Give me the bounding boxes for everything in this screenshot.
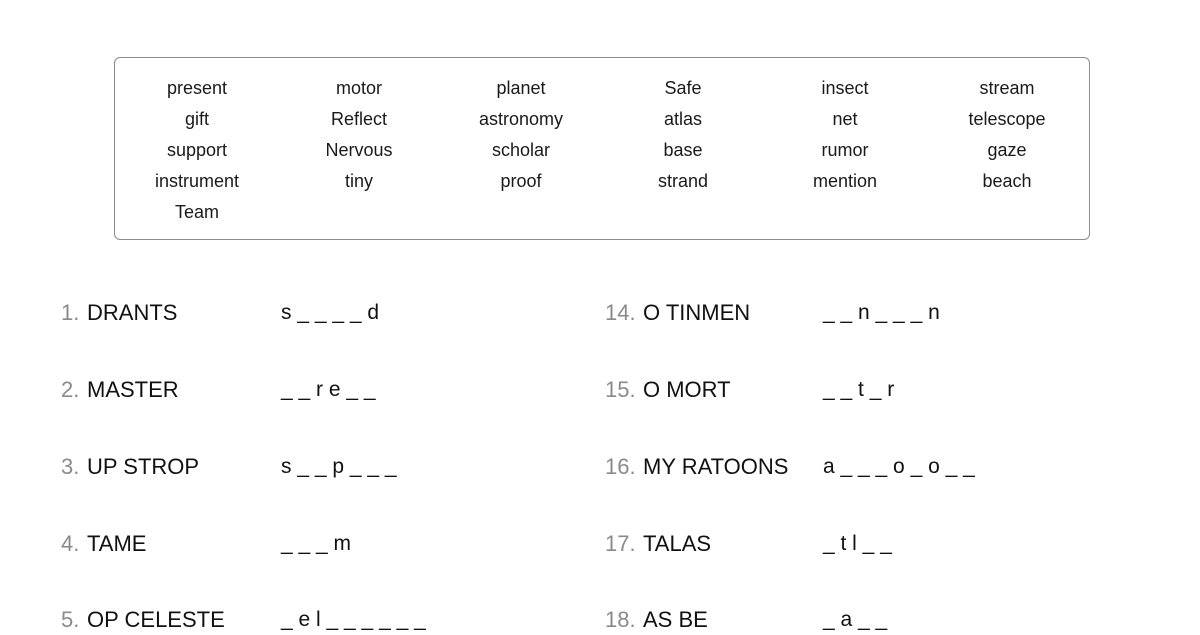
puzzle-number: 1. [61, 300, 80, 325]
puzzle-number: 2. [61, 377, 80, 402]
answer-pattern: _ _ r e _ _ [281, 378, 376, 401]
word-bank-item: gift [184, 109, 209, 129]
word-bank-item: telescope [968, 109, 1046, 129]
answer-pattern: s _ _ p _ _ _ [281, 455, 397, 478]
puzzle-row [605, 605, 1165, 635]
word-bank-item: strand [657, 171, 709, 191]
answer-pattern: s _ _ _ _ d [281, 301, 380, 324]
word-bank-item: gaze [987, 140, 1027, 160]
answer-pattern: _ _ n _ _ _ n [823, 301, 940, 324]
word-bank-item: tiny [344, 171, 373, 191]
puzzle-row [605, 529, 1165, 559]
scrambled-word: MASTER [87, 377, 179, 402]
word-bank-item: atlas [663, 109, 703, 129]
scrambled-word: O TINMEN [643, 300, 751, 325]
scrambled-word: UP STROP [87, 454, 200, 479]
answer-pattern: _ a _ _ [823, 608, 888, 631]
puzzle-row [61, 375, 621, 405]
scrambled-word: DRANTS [87, 300, 178, 325]
word-bank-item: Reflect [330, 109, 388, 129]
word-bank-item: Team [174, 202, 219, 222]
answer-pattern: _ t l _ _ [823, 532, 892, 555]
puzzle-row [61, 298, 621, 328]
answer-pattern: _ e l _ _ _ _ _ _ [281, 608, 426, 631]
word-bank-item: mention [812, 171, 878, 191]
puzzle-row [605, 298, 1165, 328]
word-bank-item: astronomy [478, 109, 564, 129]
puzzle-number: 4. [61, 531, 80, 556]
puzzle-row [61, 605, 621, 635]
word-bank-item: base [663, 140, 703, 160]
puzzle-row [605, 375, 1165, 405]
scrambled-word: TALAS [643, 531, 712, 556]
puzzle-row [605, 452, 1165, 482]
puzzle-number: 16. [605, 454, 636, 479]
puzzle-row [61, 529, 621, 559]
answer-pattern: _ _ _ m [281, 532, 352, 555]
word-bank-item: present [166, 78, 228, 98]
word-bank-item: planet [496, 78, 546, 98]
scrambled-word: MY RATOONS [643, 454, 789, 479]
puzzle-number: 5. [61, 607, 80, 632]
word-bank-item: Nervous [325, 140, 393, 160]
puzzle-row [61, 452, 621, 482]
word-bank-item: net [832, 109, 858, 129]
answer-pattern: _ _ t _ r [823, 378, 895, 401]
scrambled-word: OP CELESTE [87, 607, 225, 632]
puzzle-number: 15. [605, 377, 636, 402]
word-bank-item: stream [979, 78, 1035, 98]
word-bank [114, 57, 1090, 240]
word-bank-item: instrument [154, 171, 240, 191]
word-bank-item: Safe [664, 78, 702, 98]
answer-pattern: a _ _ _ o _ o _ _ [823, 455, 975, 478]
word-bank-item: insect [821, 78, 869, 98]
word-bank-item: rumor [821, 140, 869, 160]
scrambled-word: O MORT [643, 377, 731, 402]
puzzle-number: 14. [605, 300, 636, 325]
puzzle-number: 17. [605, 531, 636, 556]
puzzle-number: 3. [61, 454, 80, 479]
word-bank-item: scholar [491, 140, 551, 160]
puzzle-number: 18. [605, 607, 636, 632]
word-bank-item: proof [500, 171, 542, 191]
scrambled-word: AS BE [643, 607, 708, 632]
word-bank-item: motor [335, 78, 382, 98]
word-bank-item: support [166, 140, 228, 160]
scrambled-word: TAME [87, 531, 147, 556]
word-bank-item: beach [982, 171, 1032, 191]
